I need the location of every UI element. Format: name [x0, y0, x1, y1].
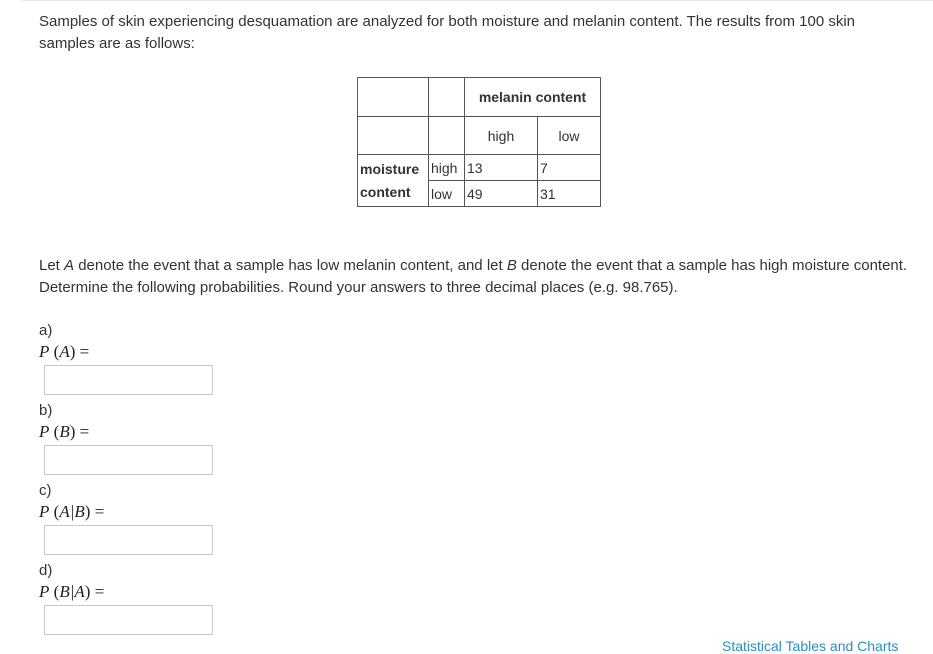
- part-b: [39, 401, 339, 481]
- table-corner-cell: [358, 117, 429, 155]
- row-group-header-line1: moisture: [360, 160, 420, 177]
- probability-expression: P (B|A) =: [39, 582, 105, 601]
- part-c: [39, 481, 339, 561]
- part-label: d): [39, 562, 53, 579]
- problem-intro: Samples of skin experiencing desquamation are analyzed for both moisture and melanin content. The results from 100 skin samples are as follows:: [39, 13, 856, 52]
- part-d: [39, 561, 339, 641]
- table-corner-cell: [358, 78, 429, 117]
- event-b-symbol: B: [506, 257, 517, 274]
- col-header-high: high: [465, 117, 538, 155]
- table-cell: 13: [465, 155, 538, 181]
- col-header-low: low: [538, 117, 601, 155]
- part-label: b): [39, 402, 53, 419]
- row-label-low: low: [429, 181, 465, 207]
- probability-expression: P (A) =: [39, 342, 90, 361]
- question-text-1: Let: [39, 257, 65, 274]
- contingency-table: [357, 77, 601, 207]
- part-label: c): [39, 482, 52, 499]
- statistical-tables-link[interactable]: Statistical Tables and Charts: [722, 638, 899, 654]
- probability-expression: P (B) =: [39, 422, 90, 441]
- answer-input-c[interactable]: [44, 525, 213, 555]
- table-cell: 49: [465, 181, 538, 207]
- answer-input-a[interactable]: [44, 365, 213, 395]
- event-a-symbol: A: [64, 257, 75, 274]
- row-group-header: [358, 155, 429, 207]
- col-group-header: melanin content: [465, 78, 601, 117]
- table-cell: 31: [538, 181, 601, 207]
- problem-question: [39, 255, 909, 299]
- part-a: [39, 321, 339, 401]
- top-divider: [22, 0, 933, 1]
- table-corner-cell: [429, 78, 465, 117]
- part-label: a): [39, 322, 53, 339]
- probability-expression: P (A|B) =: [39, 502, 105, 521]
- answer-input-b[interactable]: [44, 445, 213, 475]
- question-text-3: denote the event that a sample has high moisture content. Determine the following probabilities. Round your answers to three decimal places (e.g. 98.765).: [39, 257, 908, 296]
- row-group-header-line2: content: [360, 183, 411, 200]
- answer-input-d[interactable]: [44, 605, 213, 635]
- table-corner-cell: [429, 117, 465, 155]
- table-cell: 7: [538, 155, 601, 181]
- question-text-2: denote the event that a sample has low melanin content, and let: [74, 257, 507, 274]
- row-label-high: high: [429, 155, 465, 181]
